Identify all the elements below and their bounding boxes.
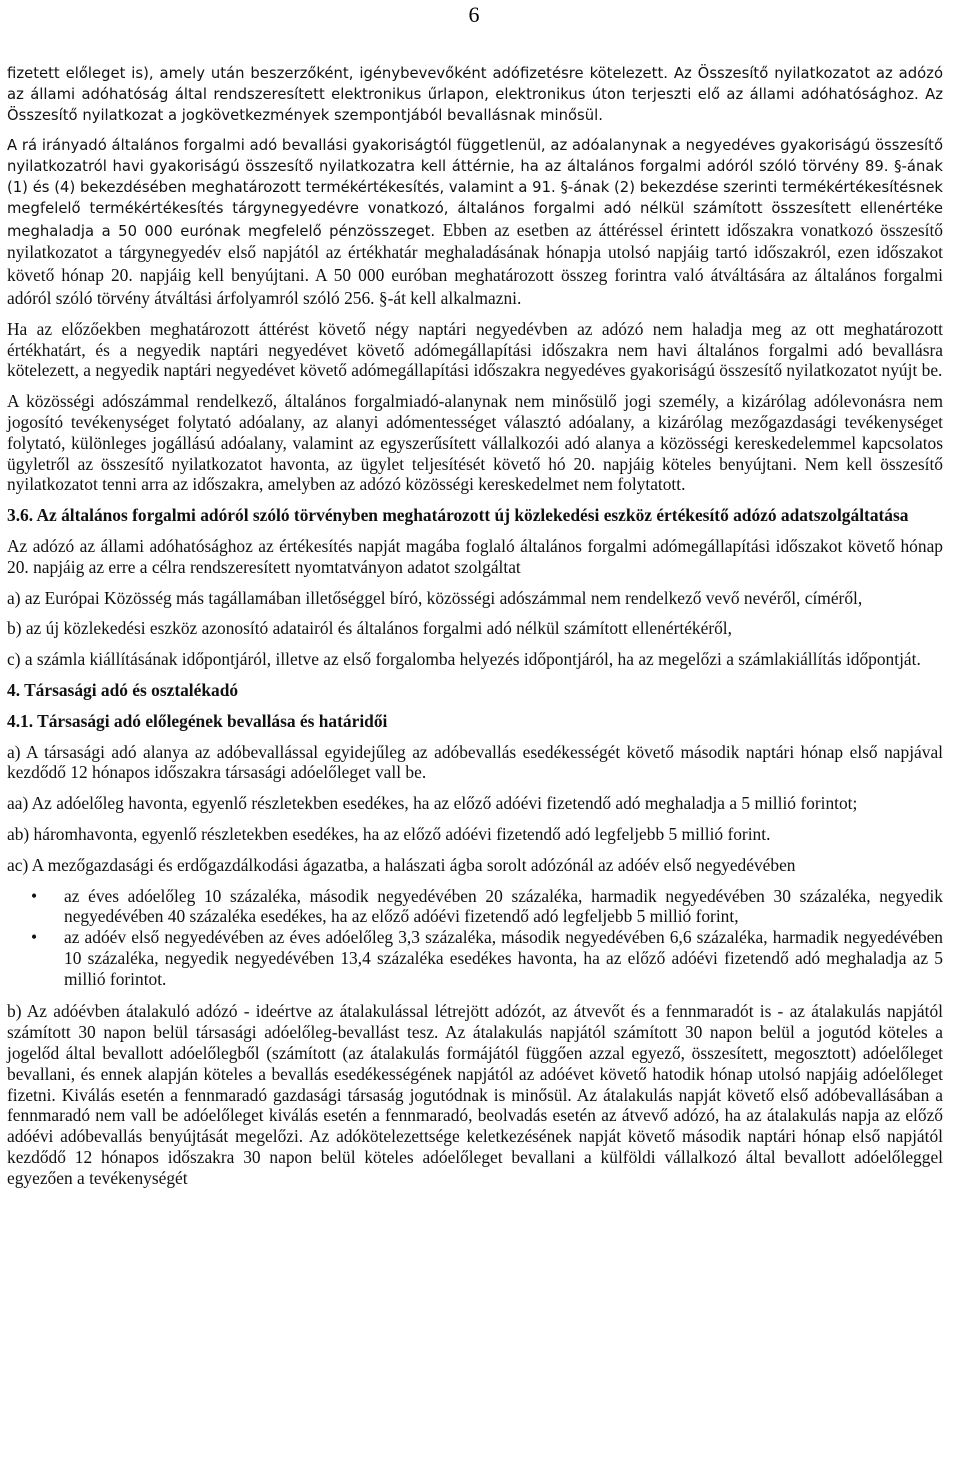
list-item: b) az új közlekedési eszköz azonosító adatairól és általános forgalmi adó nélkül számított ellenértékéről, [7, 618, 732, 639]
bullet-item: • az adóév első negyedévében az éves adóelőleg 3,3 százaléka, második negyedévében 6,6 százaléka, harmadik negyedévében 10 százaléka, negyedik negyedévében 13,4 százaléka esedékes havonta, ha az előző adóévi fizetendő adó meghaladja az 5 millió forintot. [7, 927, 943, 989]
bullet-item: • az éves adóelőleg 10 százaléka, második negyedévében 20 százaléka, harmadik negyedévében 30 százaléka, negyedik negyedévében 40 százaléka esedékes, ha az előző adóévi fizetendő adó legfeljebb 5 millió forint, [7, 886, 943, 928]
page-body [7, 66, 943, 1189]
section-heading: 3.6. Az általános forgalmi adóról szóló törvényben meghatározott új közlekedési eszköz értékesítő adózó adatszolgáltatása [7, 505, 909, 526]
section-heading: 4. Társasági adó és osztalékadó [7, 679, 239, 700]
paragraph: a) A társasági adó alanya az adóbevallással egyidejűleg az adóbevallás esedékességét követő második naptári hónap első napjával kezdődő 12 hónapos időszakra társasági adóelőleget vall be. [7, 741, 943, 783]
page-number: 6 [468, 2, 480, 27]
subsection-heading: 4.1. Társasági adó előlegének bevallása és határidői [7, 710, 388, 731]
paragraph: Ha az előzőekben meghatározott áttérést követő négy naptári negyedévben az adózó nem haladja meg az ott meghatározott értékhatárt, és a negyedik naptári negyedévet követő adómegállapítási időszakra nem havi általános forgalmi adó bevallásra kötelezett, a negyedik naptári negyedévet követő adómegállapítási időszakra negyedéves gyakoriságú összesítő nyilatkozatot nyújt be. [7, 318, 943, 381]
list-item: ab) háromhavonta, egyenlő részletekben esedékes, ha az előző adóévi fizetendő adó legfeljebb 5 millió forint. [7, 823, 771, 844]
sentence-group: A rá irányadó általános forgalmi adó bevallási gyakoriságtól függetlenül, az adóalanynak a negyedéves gyakoriságú összesítő nyilatkozatról havi gyakoriságú összesítő nyilatkozatra kell áttérnie, ha az általános forgalmi adóról szóló törvény 89. §-ának (1) és (4) bekezdésében meghatározott termékértékesítés, valamint a 91. §-ának (2) bekezdése szerinti termékértékesítésnek megfelelő termékértékesítés tárgynegyedévre vonatkozó, általános forgalmi adó nélkül számított összesített ellenértéke meghaladja a 50 000 eurónak megfelelő pénzösszeget. [7, 137, 943, 240]
paragraph: fizetett előleget is), amely után beszerzőként, igénybevevőként adófizetésre kötelezett. Az Összesítő nyilatkozatot az adózó az állami adóhatóság által rendszeresített elektronikus űrlapon, elektronikus úton terjeszti elő az állami adóhatósághoz. Az Összesítő nyilatkozat a jogkövetkezmények szempontjából bevallásnak minősül. [7, 65, 943, 124]
sentence-group: Ebben az esetben az áttéréssel érintett időszakra vonatkozó összesítő nyilatkozatot a tárgynegyedév első napjától az értékhatár meghaladásának hónapja utolsó napjáig tartó időszakról, ezen időszakot követő hónap 20. napjáig kell benyújtani. A 50 000 euróban meghatározott összeg forintra való átváltására az általános forgalmi adóról szóló törvény átváltási árfolyamról szóló 256. §-át kell alkalmazni. [7, 219, 943, 308]
paragraph: b) Az adóévben átalakuló adózó - ideértve az átalakulással létrejött adózót, az átvevőt és a fennmaradót is - az átalakulás napjától számított 30 napon belül társasági adóelőleg-bevallást tesz. Az átalakulás napjától számított 30 napon belül a jogutód köteles a jogelőd által bevallott adóelőlegből (számított (az átalakulás formájától függően azzal egyező, összesített, megosztott) adóelőleget bevallani, és ennek alapján köteles a bevallás esedékességének napjától az adóévet követő hatodik hónap utolsó napjáig adóelőleget fizetni. Kiválás esetén a fennmaradó gazdasági társaság jogutódnak is minősül. Az átalakulás napját követő első adóbevallásában a fennmaradó nem vall be adóelőleget kiválás esetén a fennmaradó, beolvadás esetén az átvevő adózó, ha az átalakulás napja az előző adóévi adóbevallás benyújtását megelőzi. Az adókötelezettsége keletkezésének napját követő második naptári hónap első napjától kezdődő 12 hónapos időszakra 30 napon belül köteles adóelőleget bevallani a külföldi vállalkozó által bevallott adóelőleggel egyezően a tevékenységét [7, 1001, 943, 1188]
list-item: c) a számla kiállításának időpontjáról, illetve az első forgalomba helyezés időpontjáról, ha az megelőzi a számlakiállítás időpontját. [7, 649, 921, 670]
bullet-list [7, 886, 943, 990]
list-item: ac) A mezőgazdasági és erdőgazdálkodási ágazatba, a halászati ágba sorolt adózónál az adóév első negyedévében [7, 854, 796, 875]
paragraph [7, 136, 943, 310]
paragraph: Az adózó az állami adóhatósághoz az értékesítés napját magába foglaló általános forgalmi adómegállapítási időszakot követő hónap 20. napjáig az erre a célra rendszeresített nyomtatványon adatot szolgáltat [7, 535, 943, 577]
list-item: aa) Az adóelőleg havonta, egyenlő részletekben esedékes, ha az előző adóévi fizetendő adó meghaladja a 5 millió forintot; [7, 793, 858, 814]
list-item: a) az Európai Közösség más tagállamában illetőséggel bíró, közösségi adószámmal nem rendelkező vevő nevéről, címéről, [7, 587, 863, 608]
paragraph: A közösségi adószámmal rendelkező, általános forgalmiadó-alanynak nem minősülő jogi személy, a kizárólag adólevonásra nem jogosító tevékenységet folytató adóalany, az alanyi adómentességet választó adóalany, a kizárólag mezőgazdasági tevékenységet folytató, különleges jogállású adóalany, valamint az egyszerűsített vállalkozói adó alanya a közösségi kereskedelemmel kapcsolatos ügyletről az összesítő nyilatkozatot havonta, az ügylet teljesítését követő hó 20. napjáig köteles benyújtani. Nem kell összesítő nyilatkozatot tenni arra az időszakra, amelyben az adózó közösségi kereskedelmet nem folytatott. [7, 391, 943, 495]
